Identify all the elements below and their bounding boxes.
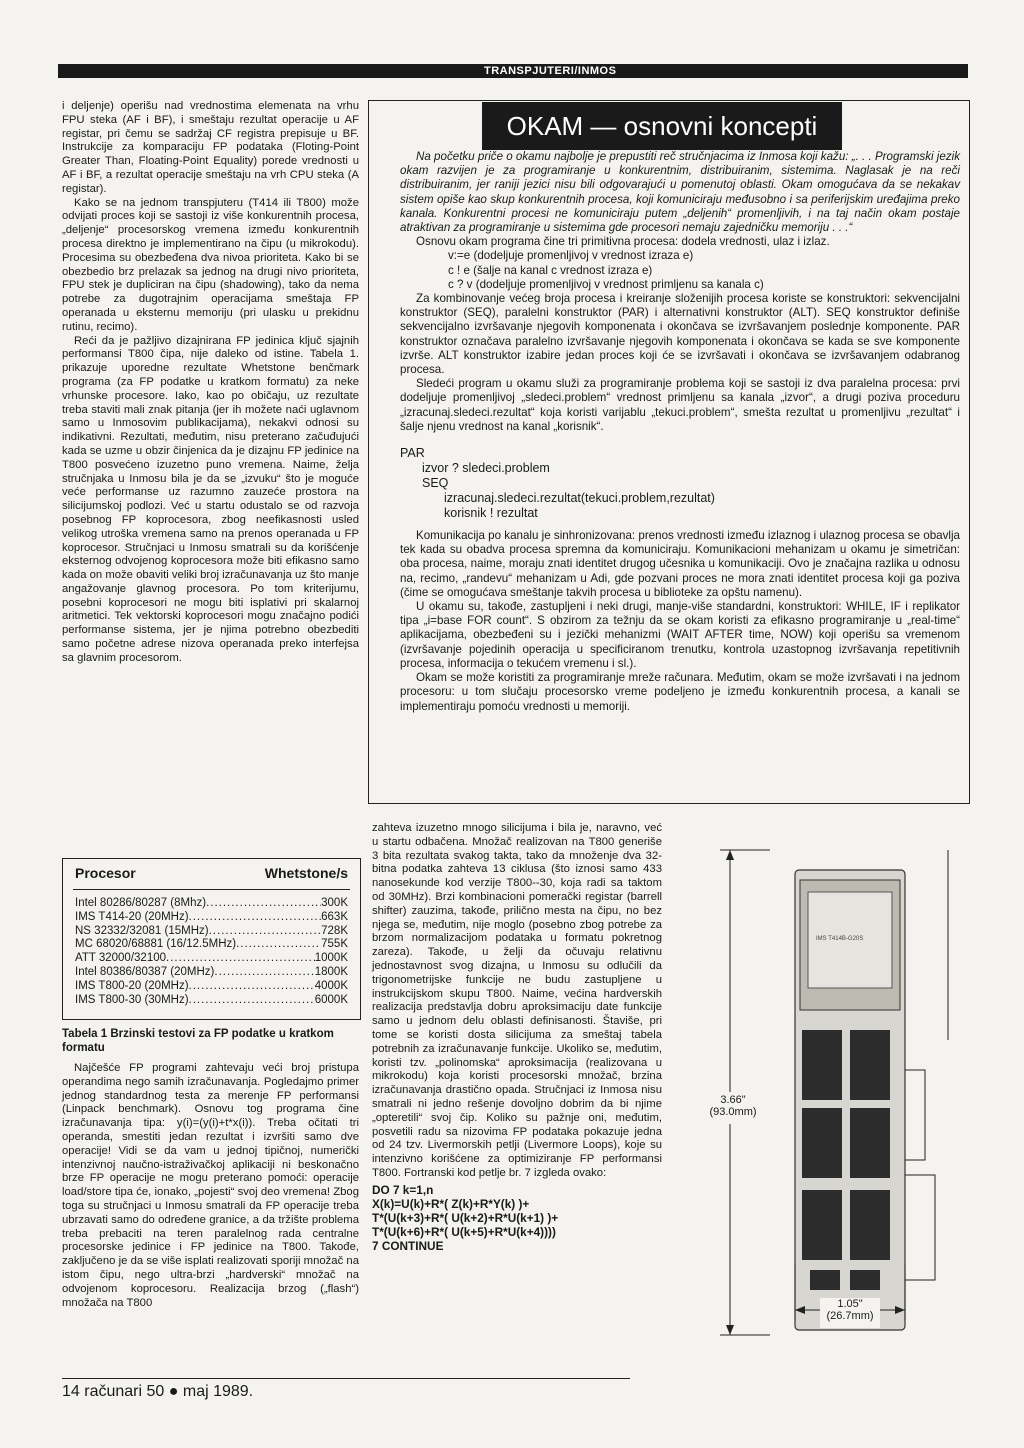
section-header-bar — [58, 64, 968, 78]
fortran-code-line: T*(U(k+3)+R*( U(k+2)+R*U(k+1) )+ — [372, 1210, 559, 1225]
table-rows — [75, 897, 348, 1007]
fortran-code-line: X(k)=U(k)+R*( Z(k)+R*Y(k) )+ — [372, 1196, 530, 1211]
page-footer — [62, 1382, 253, 1402]
middle-column — [372, 822, 662, 1253]
left-column-top — [62, 100, 359, 666]
benchmark-table — [62, 858, 361, 1020]
okam-code-line: izvor ? sledeci.problem — [422, 461, 550, 476]
okam-box-title: OKAM — osnovni koncepti — [482, 102, 842, 150]
left-paragraph-3: Reći da je pažljivo dizajnirana FP jedinica ključ sjajnih performansi T800 čipa, nije daleko od istine. Tabela 1. prikazuje uporedne rezultate Whetstone benčmark programa (za FP podatke u kratkom formatu) za neke vrhunske procesore. Iako, kao po običaju, uz rezultate treba staviti mali znak pitanja (jer ih možete naći uglavnom samo u Inmosovim publikacijama), nekakvi odnosi su indikativni. Rezultati, međutim, nisu preterano začuđujući kada se uzme u obzir činjenica da je dizajnu FP jedinice na T800 posvećeno izuzetno puno vremena. Naime, želja stručnjaka u Inmosu bila je da se „izvuku“ što je moguće veće performanse uz razumno zauzeće prostora na silicijumskoj podlozi. Već u startu odustalo se od razvoja posebnog FP koprocesora, zbog neefikasnosti usled velikog utroška vremena samo na prenos operanada u FP koprocesor. Stručnjaci u Inmosu smatrali su da korišćenje eksternog odvojenog koprocesora može biti efikasno samo kada on može obaviti veliki broj izračunavanja uz što manje angažovanje glavnog procesora. Po tom kriterijumu, posebni koprocesori ne mogu biti isplativi pri skalarnoj aritmetici. Tek vektorski koprocesori mogu značajno podići performanse sistema, jer je njima potrebno obezbediti samo početne adrese nizova operanada preko interfejsa sa glavnim procesorom. — [62, 334, 360, 664]
okam-intro: Na početku priče o okamu najbolje je prepustiti reč stručnjacima iz Inmosa koji kažu: „. . . Programski jezik okam razvijen je za programiranje u konkurentnim, distribuiranim, sistemima. Naglasak je na reči distribuiranim, jer raniji jezici nisu bili odgovarajući u pomenutoj oblasti. Okam omogućava da se nekakav sistem opiše kao skup konkurentnih procesa, koji komuniciraju međusobno i sa periferijskim uređajima preko kanala. Konkurentni procesi ne komuniciraju putem „deljenih“ promenljivih, i na taj način okam postaje atraktivan za programiranje u sistemima gde procesori nemaju zajedničku memoriju . . .“ — [400, 150, 960, 235]
okam-code-line: SEQ — [422, 476, 449, 491]
module-photo-figure — [690, 840, 960, 1360]
fortran-code-line: DO 7 k=1,n — [372, 1182, 434, 1197]
footer-page: 14 računari 50 — [62, 1383, 165, 1400]
table-row: NS 32332/32081 (15MHz) ..... 728K — [75, 925, 348, 939]
section-header-label: TRANSPJUTERI/INMOS — [484, 65, 617, 77]
okam-paragraph-primitives: Osnovu okam programa čine tri primitivna procesa: dodela vrednosti, ulaz i izlaz. — [416, 235, 830, 249]
okam-paragraph-communication: Komunikacija po kanalu je sinhronizovana: prenos vrednosti između izlaznog i ulaznog procesa se obavlja tek kada su obadva procesa spremna da komuniciraju. Komunikacioni mehanizam u okamu je simetričan: oba procesa, naime, moraju znati identitet drugog učesnika u komunikaciji. Ovo je značajna razlika u odnosu na, recimo, „randevu“ mehanizam u Adi, gde pozvani proces ne mora znati identitet procesa koji ga poziva (čime se omogućava smeštanje takvih procesa u biblioteke za opštu namenu). — [400, 529, 960, 599]
fortran-code-line: 7 CONTINUE — [372, 1238, 444, 1253]
table-row: IMS T800-20 (20MHz) ..... 4000K — [75, 980, 348, 994]
height-dimension-label: 3.66" (93.0mm) — [709, 1094, 757, 1118]
table-row: Intel 80286/80287 (8Mhz) ..... 300K — [75, 897, 348, 911]
table-divider — [73, 889, 350, 890]
okam-paragraph-program: Sledeći program u okamu služi za programiranje problema koji se sastoji iz dva paralelna procesa: prvi dodeljuje promenljivoj „sledeci.problem“ vrednost primljenu sa kanala „izvor“, a drugi poziva proceduru „izracunaj.sledeci.rezultat“ koja koristi varijablu „tekuci.problem“, smešta rezultat u promenljivu „rezultat“ i šalje njenu vrednost na kanal „korisnik“. — [400, 377, 960, 433]
okam-primitive-assign: v:=e (dodeljuje promenljivoj v vrednost izraza e) — [448, 249, 694, 263]
table-row: IMS T800-30 (30MHz) ..... 6000K — [75, 994, 348, 1008]
footer-date: maj 1989. — [182, 1383, 254, 1400]
left-paragraph-1: i deljenje) operišu nad vrednostima elemenata na vrhu FPU steka (AF i BF), i smeštaju rezultat operacije u AF registar, pri čemu se sadržaj CF registra prepisuje u BF. Instrukcije za komparaciju FP podataka (Floting-Point Greater Than, Floating-Point Equality) porede vrednosti u AF i BF, a rezultat operacije smeštaju na vrh CPU steka (A registar). — [62, 100, 359, 195]
okam-paragraph-other: U okamu su, takođe, zastupljeni i neki drugi, manje-više standardni, konstruktori: WHILE, IF i replikator tipa „i=base FOR count“. S obzirom za težnju da se okam koristi za efikasno programiranje u „real-time“ aplikacijama, obezbeđeni su i jezički mehanizmi (WAIT AFTER time, NOW) koji operišu sa vremenom (izvršavanje pojedinih operacija u specificiranom trenutku, kontrola uzastopnog izvršavanja repetitivnih procesa, informacija o tekućem vremenu i sl.). — [400, 600, 960, 670]
fortran-code-line: T*(U(k+6)+R*( U(k+5)+R*U(k+4)))) — [372, 1224, 556, 1239]
okam-primitive-output: c ! e (šalje na kanal c vrednost izraza e) — [448, 263, 653, 277]
okam-code-line: korisnik ! rezultat — [444, 506, 538, 521]
okam-code-example — [400, 446, 960, 521]
table-row: IMS T414-20 (20MHz) ..... 663K — [75, 911, 348, 925]
left-paragraph-4: Najčešće FP programi zahtevaju veći broj pristupa operandima nego samih izračunavanja. Pogledajmo primer jednog standardnog testa za merenje FP performansi (Linpack benchmark). Osnovu tog programa čine izračunavanja tipa: y(i)=(y(i)+t*x(i)). Treba očitati tri operanda, smestiti jedan rezultat i izvršiti samo dve operacije! Vidi se da vam u jednoj tipičnoj, numerički intenzivnoj naučno-istraživačkoj aplikaciji ni beskonačno brze FP operacije ne mogu preterano pomoći: operacije load/store tipa će, ionako, „pojesti“ svoj deo vremena! Zbog toga su stručnjaci u Inmosu smatrali da FP operacije treba ubrzavati samo do određene granice, a da tržište problema treba prebaciti na teren paralelnog rada centralne procesorske jedinice i FP jedinice na T800. Takođe, zaključeno je da se više isplati realizovati sporiji množač na istom čipu, nego ultra-brzi „hardverski“ množač na odvojenom koprocesoru. Realizacija brzog („flash“) množača na T800 — [62, 1062, 359, 1309]
table-header-whetstone: Whetstone/s — [264, 865, 348, 881]
table-header-procesor: Procesor — [75, 865, 136, 881]
okam-primitive-input: c ? v (dodeljuje promenljivoj v vrednost primljenu sa kanala c) — [448, 277, 764, 291]
okam-paragraph-constructors: Za kombinovanje većeg broja procesa i kreiranje složenijih procesa koriste se konstruktori: sekvencijalni konstruktor (SEQ), paralelni konstruktor (PAR) i alternativni konstruktor (ALT). SEQ konstruktor definiše sekvencijalno izvršavanje njegovih komponenata i okončava se izvršavanjem poslednje komponente. PAR konstruktor označava paralelno izvršavanje njegovih komponenata i okončava se kada se sve komponente izvrše. ALT konstruktor izabire jedan proces koji će se izvršavati i okončava se izvršavanjem odabranog procesa. — [400, 292, 960, 377]
okam-code-line: izracunaj.sledeci.rezultat(tekuci.problem,rezultat) — [444, 491, 715, 506]
okam-paragraph-network: Okam se može koristiti za programiranje mreže računara. Međutim, okam se može izvršavati i na jednom procesoru: u tom slučaju procesorsko vreme podeljeno je između konkurentnih procesa, a kanali se implementiraju pomoću vrednosti u memoriji. — [400, 671, 960, 713]
table-row: ATT 32000/32100 ..... 1000K — [75, 952, 348, 966]
width-dimension-label: 1.05" (26.7mm) — [826, 1298, 874, 1322]
footer-bullet: ● — [168, 1383, 183, 1400]
table-row: MC 68020/68881 (16/12.5MHz) ..... 755K — [75, 938, 348, 952]
footer-rule — [62, 1378, 630, 1379]
okam-code-line: PAR — [400, 446, 425, 461]
middle-paragraph: zahteva izuzetno mnogo silicijuma i bila je, naravno, već u startu odbačena. Množač realizovan na T800 generiše 3 bita rezultata svakog takta, tako da množenje dva 32-bitna podatka zahteva 13 ciklusa (što iznosi samo 433 nanosekunde kod verzije T800--30, koja radi sa taktom od 30MHz). Brzi kombinacioni pomerački registar (barrell shifter) zauzima, takođe, prilično mesta na čipu, no bez njega se, međutim, nije moglo (posebno zbog potrebe za brzom normalizacijom podataka u formatu pokretnog zareza). Takođe, u želji da očuvaju relativnu jednostavnost svog dizajna, u Inmosu su odlučili da trigonometrijske funkcije ne budu zastupljene u instrukcijskom skupu T800. Naime, većina hardverskih realizacija predstavlja dobru aproksimaciju date funkcije samo u jednom delu oblasti definisanosti. Štaviše, pri tome se koristi dosta silicijuma za smeštaj tabela potrebnih za izračunavanje funkcije. Ukoliko se, međutim, koristi tzv. „polinomska“ aproksimacija (realizovana u mikrokodu) koja koristi procesorski množač, brzina izračunavanja drastično opada. Stručnjaci iz Inmosa nisu smatrali ni jedno rešenje dovoljno dobrim da bi njime „opteretili“ svoj čip. Koliko su pažnje oni, međutim, posvetili radu sa nizovima FP podataka pokazuje jedna od 24 tzv. Livermorskih petlji (Livermore Loops), koje su intenzivno korišćene za optimiziranje FP performansi T800. Fortranski kod petlje br. 7 izgleda ovako: — [372, 822, 662, 1179]
left-column-bottom — [62, 1062, 359, 1310]
table-row: Intel 80386/80387 (20MHz) ..... 1800K — [75, 966, 348, 980]
table-caption: Tabela 1 Brzinski testovi za FP podatke u kratkom formatu — [62, 1028, 334, 1054]
left-paragraph-2: Kako se na jednom transpjuteru (T414 ili T800) može odvijati proces koji se sastoji iz više konkurentnih procesa, „deljenje“ procesorskog vremena između konkurentnih procesa direktno je implementirano na čipu (u mikrokodu). Procesima su obezbeđena dva nivoa prioriteta. Kako bi se obezbedio brz prelazak sa jednog na drugi nivo prioriteta, FPU stek je dupliciran na čipu (shadowing), tako da nema potrebe za dugotrajnim operacijama smeštaja FP operanada u eksternu memoriju (pri ulasku u prekidnu rutinu, recimo). — [62, 196, 359, 333]
fortran-code — [372, 1183, 662, 1253]
okam-box-body — [400, 150, 960, 714]
chip-label: IMS T414B-G20S — [816, 936, 864, 942]
